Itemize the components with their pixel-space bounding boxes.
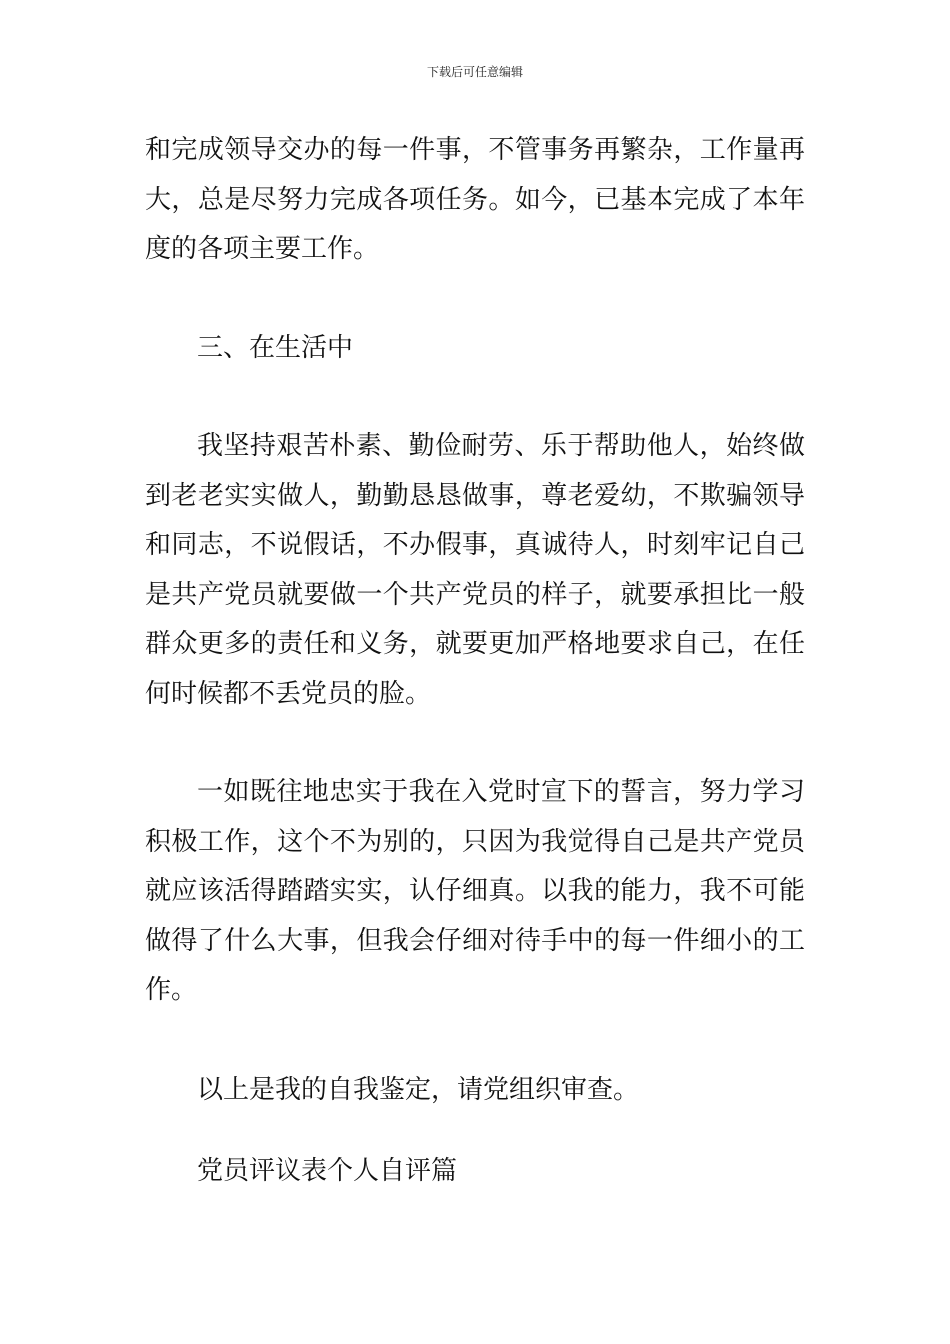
document-body (145, 126, 805, 1197)
paragraph-work-continued: 和完成领导交办的每一件事，不管事务再繁杂，工作量再大，总是尽努力完成各项任务。如今，已基本完成了本年度的各项主要工作。 (145, 135, 805, 264)
section-title-self-evaluation: 党员评议表个人自评篇 (197, 1156, 458, 1186)
section-heading-life: 三、在生活中 (197, 332, 354, 363)
page-header: 下载后可任意编辑 (426, 65, 523, 79)
paragraph-conclusion: 以上是我的自我鉴定，请党组织审查。 (197, 1074, 640, 1105)
paragraph-life: 我坚持艰苦朴素、勤俭耐劳、乐于帮助他人，始终做到老老实实做人，勤勤恳恳做事，尊老爱幼，不欺骗领导和同志，不说假话，不办假事，真诚待人，时刻牢记自己是共产党员就要做一个共产党员的样子，就要承担比一般群众更多的责任和义务，就要更加严格地要求自己，在任何时候都不丢党员的脸。 (145, 431, 805, 709)
paragraph-oath: 一如既往地忠实于我在入党时宣下的誓言，努力学习积极工作，这个不为别的，只因为我觉得自己是共产党员就应该活得踏踏实实，认仔细真。以我的能力，我不可能做得了什么大事，但我会仔细对待手中的每一件细小的工作。 (145, 777, 805, 1005)
